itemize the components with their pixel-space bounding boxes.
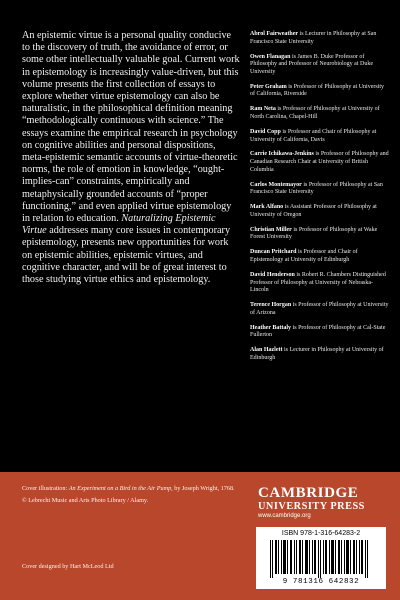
contributor-entry <box>250 204 390 219</box>
contributor-entry <box>250 151 390 174</box>
contributor-desc: is Assistant Professor of Philosophy at University of Oregon <box>250 204 377 218</box>
contributor-name: David Copp <box>250 128 281 135</box>
contributor-entry <box>250 272 390 295</box>
description-text: An epistemic virtue is a personal quality conducive to the discovery of truth, the avoidance of error, or some other intellectually valuable goal. Current work in epistemology is increasingly value-driven, but this volume presents the first collection of essays to explore whether virtue epistemology can also be naturalistic, in the philosophical definition meaning “methodologically continuous with science.” The essays examine the empirical research in psychology on cognitive abilities and personal dispositions, meta-epistemic semantic accounts of virtue-theoretic norms, the role of emotion in knowledge, “ought-implies-can” constraints, empirically and metaphysically grounded accounts of “proper functioning,” and even applied virtue epistemology in relation to education. <box>22 30 240 225</box>
contributor-name: Abrol Fairweather <box>250 31 299 37</box>
contributor-entry <box>250 106 390 121</box>
cover-illustration-credit <box>22 483 240 506</box>
contributor-desc: is Professor of Philosophy and Canadian Research Chair at University of British Columbia <box>250 151 389 173</box>
contributor-desc: is Professor of Philosophy at University of Arizona <box>250 302 389 316</box>
contributor-name: Carlos Montemayor <box>250 181 302 188</box>
contributor-name: Owen Flanagan <box>250 53 291 60</box>
contributor-name: Terence Horgan <box>250 302 292 309</box>
contributor-name: Alan Hazlett <box>250 347 283 354</box>
description-text-continued: addresses many core issues in contemporary epistemology, presents new opportunities for work on epistemic abilities, epistemic virtues, and cognitive character, and will be of great interest to those studying virtue ethics and epistemology. <box>22 225 231 286</box>
credit-rest: by Joseph Wright, 1768. © Lebrecht Music and Arts Photo Library / Alamy. <box>22 485 235 504</box>
contributor-desc: is Professor of Philosophy at University of North Carolina, Chapel-Hill <box>250 106 380 120</box>
contributor-entry <box>250 182 390 197</box>
isbn-label: ISBN 978-1-316-64283-2 <box>281 530 361 537</box>
publisher-logo <box>258 486 386 521</box>
contributor-desc: is James B. Duke Professor of Philosophy and Professor of Neurobiology at Duke University <box>250 53 373 75</box>
contributor-desc: is Robert R. Chambers Distinguished Professor of Philosophy at University of Nebraska-Lincoln <box>250 271 386 294</box>
book-description <box>22 30 240 286</box>
contributor-entry <box>250 302 390 317</box>
contributor-name: Peter Graham <box>250 83 287 90</box>
isbn-barcode <box>256 527 386 589</box>
barcode-icon <box>264 540 378 578</box>
contributor-list <box>250 31 390 370</box>
contributor-entry <box>250 227 390 242</box>
contributor-entry <box>250 129 390 144</box>
contributor-entry <box>250 249 390 264</box>
contributor-name: Ram Neta <box>250 106 276 113</box>
contributor-desc: is Lecturer in Philosophy at University of Edinburgh <box>250 347 384 361</box>
contributor-entry <box>250 84 390 99</box>
publisher-press: UNIVERSITY PRESS <box>258 501 365 512</box>
artwork-title: An Experiment on a Bird in the Air Pump, <box>68 485 173 492</box>
publisher-name: CAMBRIDGE <box>258 485 359 501</box>
contributor-desc: is Professor of Philosophy at University of California, Riverside <box>250 83 385 98</box>
contributor-entry <box>250 347 390 362</box>
contributor-name: Carrie Ichikawa-Jenkins <box>250 151 314 158</box>
publisher-url: www.cambridge.org <box>258 513 311 519</box>
contributor-desc: is Professor of Philosophy at San Francisco State University <box>250 181 383 196</box>
book-title-italic: Naturalizing Epistemic Virtue <box>22 213 216 237</box>
contributor-name: David Henderson <box>250 271 295 278</box>
contributor-desc: is Professor and Chair of Philosophy at University of California, Davis <box>250 128 377 143</box>
contributor-entry <box>250 325 390 340</box>
contributor-entry <box>250 54 390 77</box>
cover-designer-credit: Cover designed by Hart McLeod Ltd <box>22 563 114 570</box>
contributor-entry <box>250 31 390 46</box>
contributor-name: Mark Alfano <box>250 204 284 211</box>
contributor-name: Duncan Pritchard <box>250 249 297 256</box>
credit-prefix: Cover illustration: <box>22 485 68 492</box>
contributor-desc: is Professor and Chair of Epistemology at University of Edinburgh <box>250 249 358 263</box>
contributor-desc: is Professor of Philosophy at Cal-State Fullerton <box>250 324 386 339</box>
barcode-digits: 9 781316 642832 <box>282 578 360 586</box>
contributor-name: Heather Battaly <box>250 324 292 331</box>
contributor-desc: is Professor of Philosophy at Wake Forest University <box>250 226 378 241</box>
contributor-desc: is Lecturer in Philosophy at San Francisco State University <box>250 31 377 45</box>
contributor-name: Christian Miller <box>250 226 292 233</box>
publisher-band <box>0 472 400 600</box>
